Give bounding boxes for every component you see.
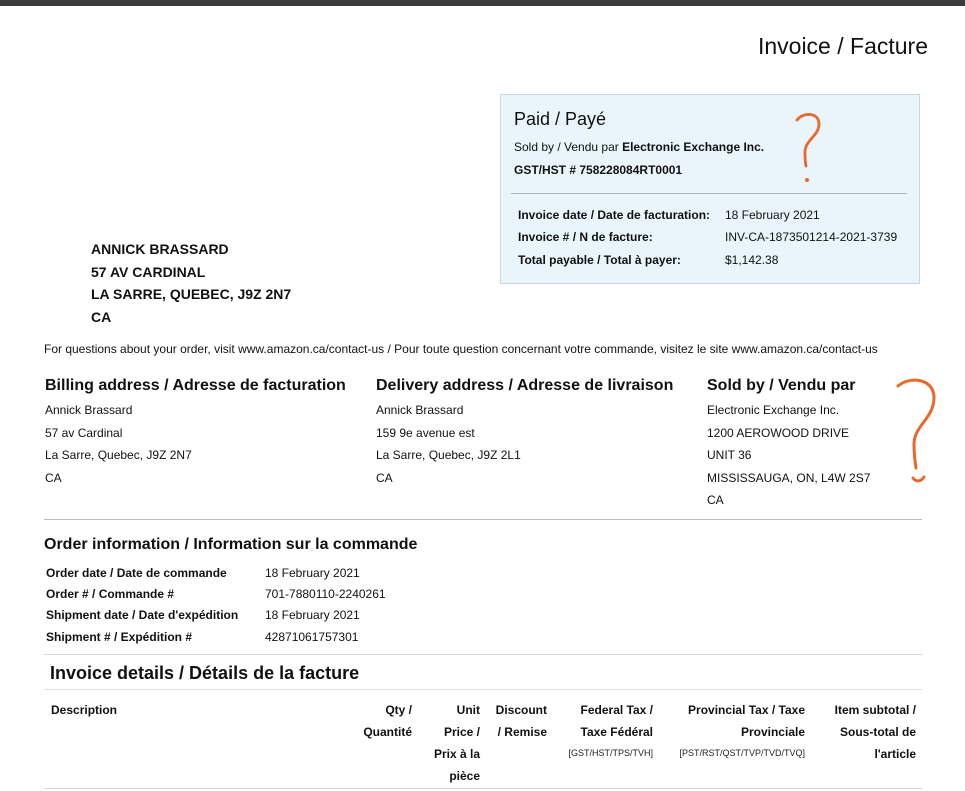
row-label: Invoice # / N de facture: xyxy=(518,230,653,244)
sold-by-prefix: Sold by / Vendu par xyxy=(514,140,623,154)
header-line: Federal Tax / xyxy=(580,703,653,717)
header-subline: [PST/RST/QST/TVP/TVD/TVQ] xyxy=(679,748,805,758)
divider xyxy=(44,519,922,520)
shipment-number-row xyxy=(46,630,358,644)
header-line: pièce xyxy=(449,769,480,783)
billing-heading: Billing address / Adresse de facturation xyxy=(45,377,346,394)
question-mark-annotation xyxy=(888,372,948,492)
address-line: Annick Brassard xyxy=(45,403,133,417)
header-line: Item subtotal / xyxy=(834,703,916,717)
col-description: Description xyxy=(51,703,118,717)
seller-address xyxy=(707,377,870,512)
question-mark-annotation xyxy=(785,108,835,188)
address-line: CA xyxy=(376,470,393,485)
row-value: 18 February 2021 xyxy=(265,566,360,580)
col-qty xyxy=(350,699,412,743)
header-line: Sous-total de xyxy=(839,725,916,739)
row-label: Shipment # / Expédition # xyxy=(46,630,193,644)
customer-address-block xyxy=(91,238,291,328)
address-line: MISSISSAUGA, ON, L4W 2S7 xyxy=(707,470,871,485)
top-bar xyxy=(0,0,965,6)
invoice-details-heading: Invoice details / Détails de la facture xyxy=(50,663,360,683)
contact-note: For questions about your order, visit www.amazon.ca/contact-us / Pour toute question concernant votre commande, visitez le site www.amazon.ca/contact-us xyxy=(44,342,878,356)
divider xyxy=(44,788,922,789)
divider xyxy=(511,193,907,194)
row-value: INV-CA-1873501214-2021-3739 xyxy=(725,230,898,244)
address-line: CA xyxy=(707,493,724,507)
row-value: 18 February 2021 xyxy=(265,608,360,622)
address-line: La Sarre, Quebec, J9Z 2L1 xyxy=(376,448,521,462)
col-item-subtotal xyxy=(810,699,916,765)
customer-name: ANNICK BRASSARD xyxy=(91,241,229,257)
col-discount xyxy=(485,699,547,743)
invoice-title: Invoice / Facture xyxy=(757,33,928,59)
header-line: Qty / xyxy=(385,703,412,717)
row-label: Order date / Date de commande xyxy=(46,566,227,580)
header-line: / Remise xyxy=(497,725,547,739)
col-provincial-tax xyxy=(655,699,805,759)
address-line: CA xyxy=(45,470,62,485)
col-unit-price xyxy=(420,699,480,787)
address-line: 1200 AEROWOOD DRIVE xyxy=(707,425,850,440)
address-line: La Sarre, Quebec, J9Z 2N7 xyxy=(45,448,192,462)
customer-country: CA xyxy=(91,308,112,325)
row-value: 701-7880110-2240261 xyxy=(265,587,386,601)
header-line: Provincial Tax / Taxe xyxy=(688,703,805,717)
row-label: Invoice date / Date de facturation: xyxy=(518,208,711,222)
col-federal-tax xyxy=(545,699,653,759)
gst-number: GST/HST # 758228084RT0001 xyxy=(514,163,683,177)
header-line: Discount xyxy=(495,703,547,717)
header-line: Unit xyxy=(456,703,480,717)
header-line: Price / xyxy=(443,725,480,739)
sold-by-name: Electronic Exchange Inc. xyxy=(622,140,765,154)
divider xyxy=(44,654,922,655)
delivery-address xyxy=(376,377,673,489)
customer-city: LA SARRE, QUEBEC, J9Z 2N7 xyxy=(91,286,292,302)
row-label: Shipment date / Date d'expédition xyxy=(46,608,239,622)
address-line: 159 9e avenue est xyxy=(376,425,475,440)
invoice-number-row xyxy=(518,230,897,244)
row-value: 18 February 2021 xyxy=(725,208,820,222)
paid-summary-box xyxy=(500,94,920,284)
header-subline: [GST/HST/TPS/TVH] xyxy=(568,748,653,758)
row-label: Order # / Commande # xyxy=(46,587,175,601)
seller-heading: Sold by / Vendu par xyxy=(707,377,856,394)
header-line: Taxe Fédéral xyxy=(580,725,653,739)
order-date-row xyxy=(46,566,360,580)
header-line: l'article xyxy=(874,747,916,761)
order-number-row xyxy=(46,587,386,601)
header-line: Quantité xyxy=(363,725,412,739)
header-line: Provinciale xyxy=(740,725,805,739)
address-line: Electronic Exchange Inc. xyxy=(707,403,840,417)
divider xyxy=(44,689,922,690)
address-line: 57 av Cardinal xyxy=(45,425,123,440)
header-line: Prix à la xyxy=(433,747,480,761)
delivery-heading: Delivery address / Adresse de livraison xyxy=(376,377,674,394)
order-info-heading: Order information / Information sur la commande xyxy=(44,536,418,553)
address-line: Annick Brassard xyxy=(376,403,464,417)
row-value: 42871061757301 xyxy=(265,630,359,644)
invoice-date-row xyxy=(518,208,820,222)
paid-status-title: Paid / Payé xyxy=(514,109,607,129)
billing-address xyxy=(45,377,346,489)
row-value: $1,142.38 xyxy=(725,253,779,267)
paid-sold-by xyxy=(514,140,764,154)
customer-street: 57 AV CARDINAL xyxy=(91,263,206,280)
row-label: Total payable / Total à payer: xyxy=(518,253,681,267)
total-payable-row xyxy=(518,253,778,267)
shipment-date-row xyxy=(46,608,360,622)
address-line: UNIT 36 xyxy=(707,448,752,462)
